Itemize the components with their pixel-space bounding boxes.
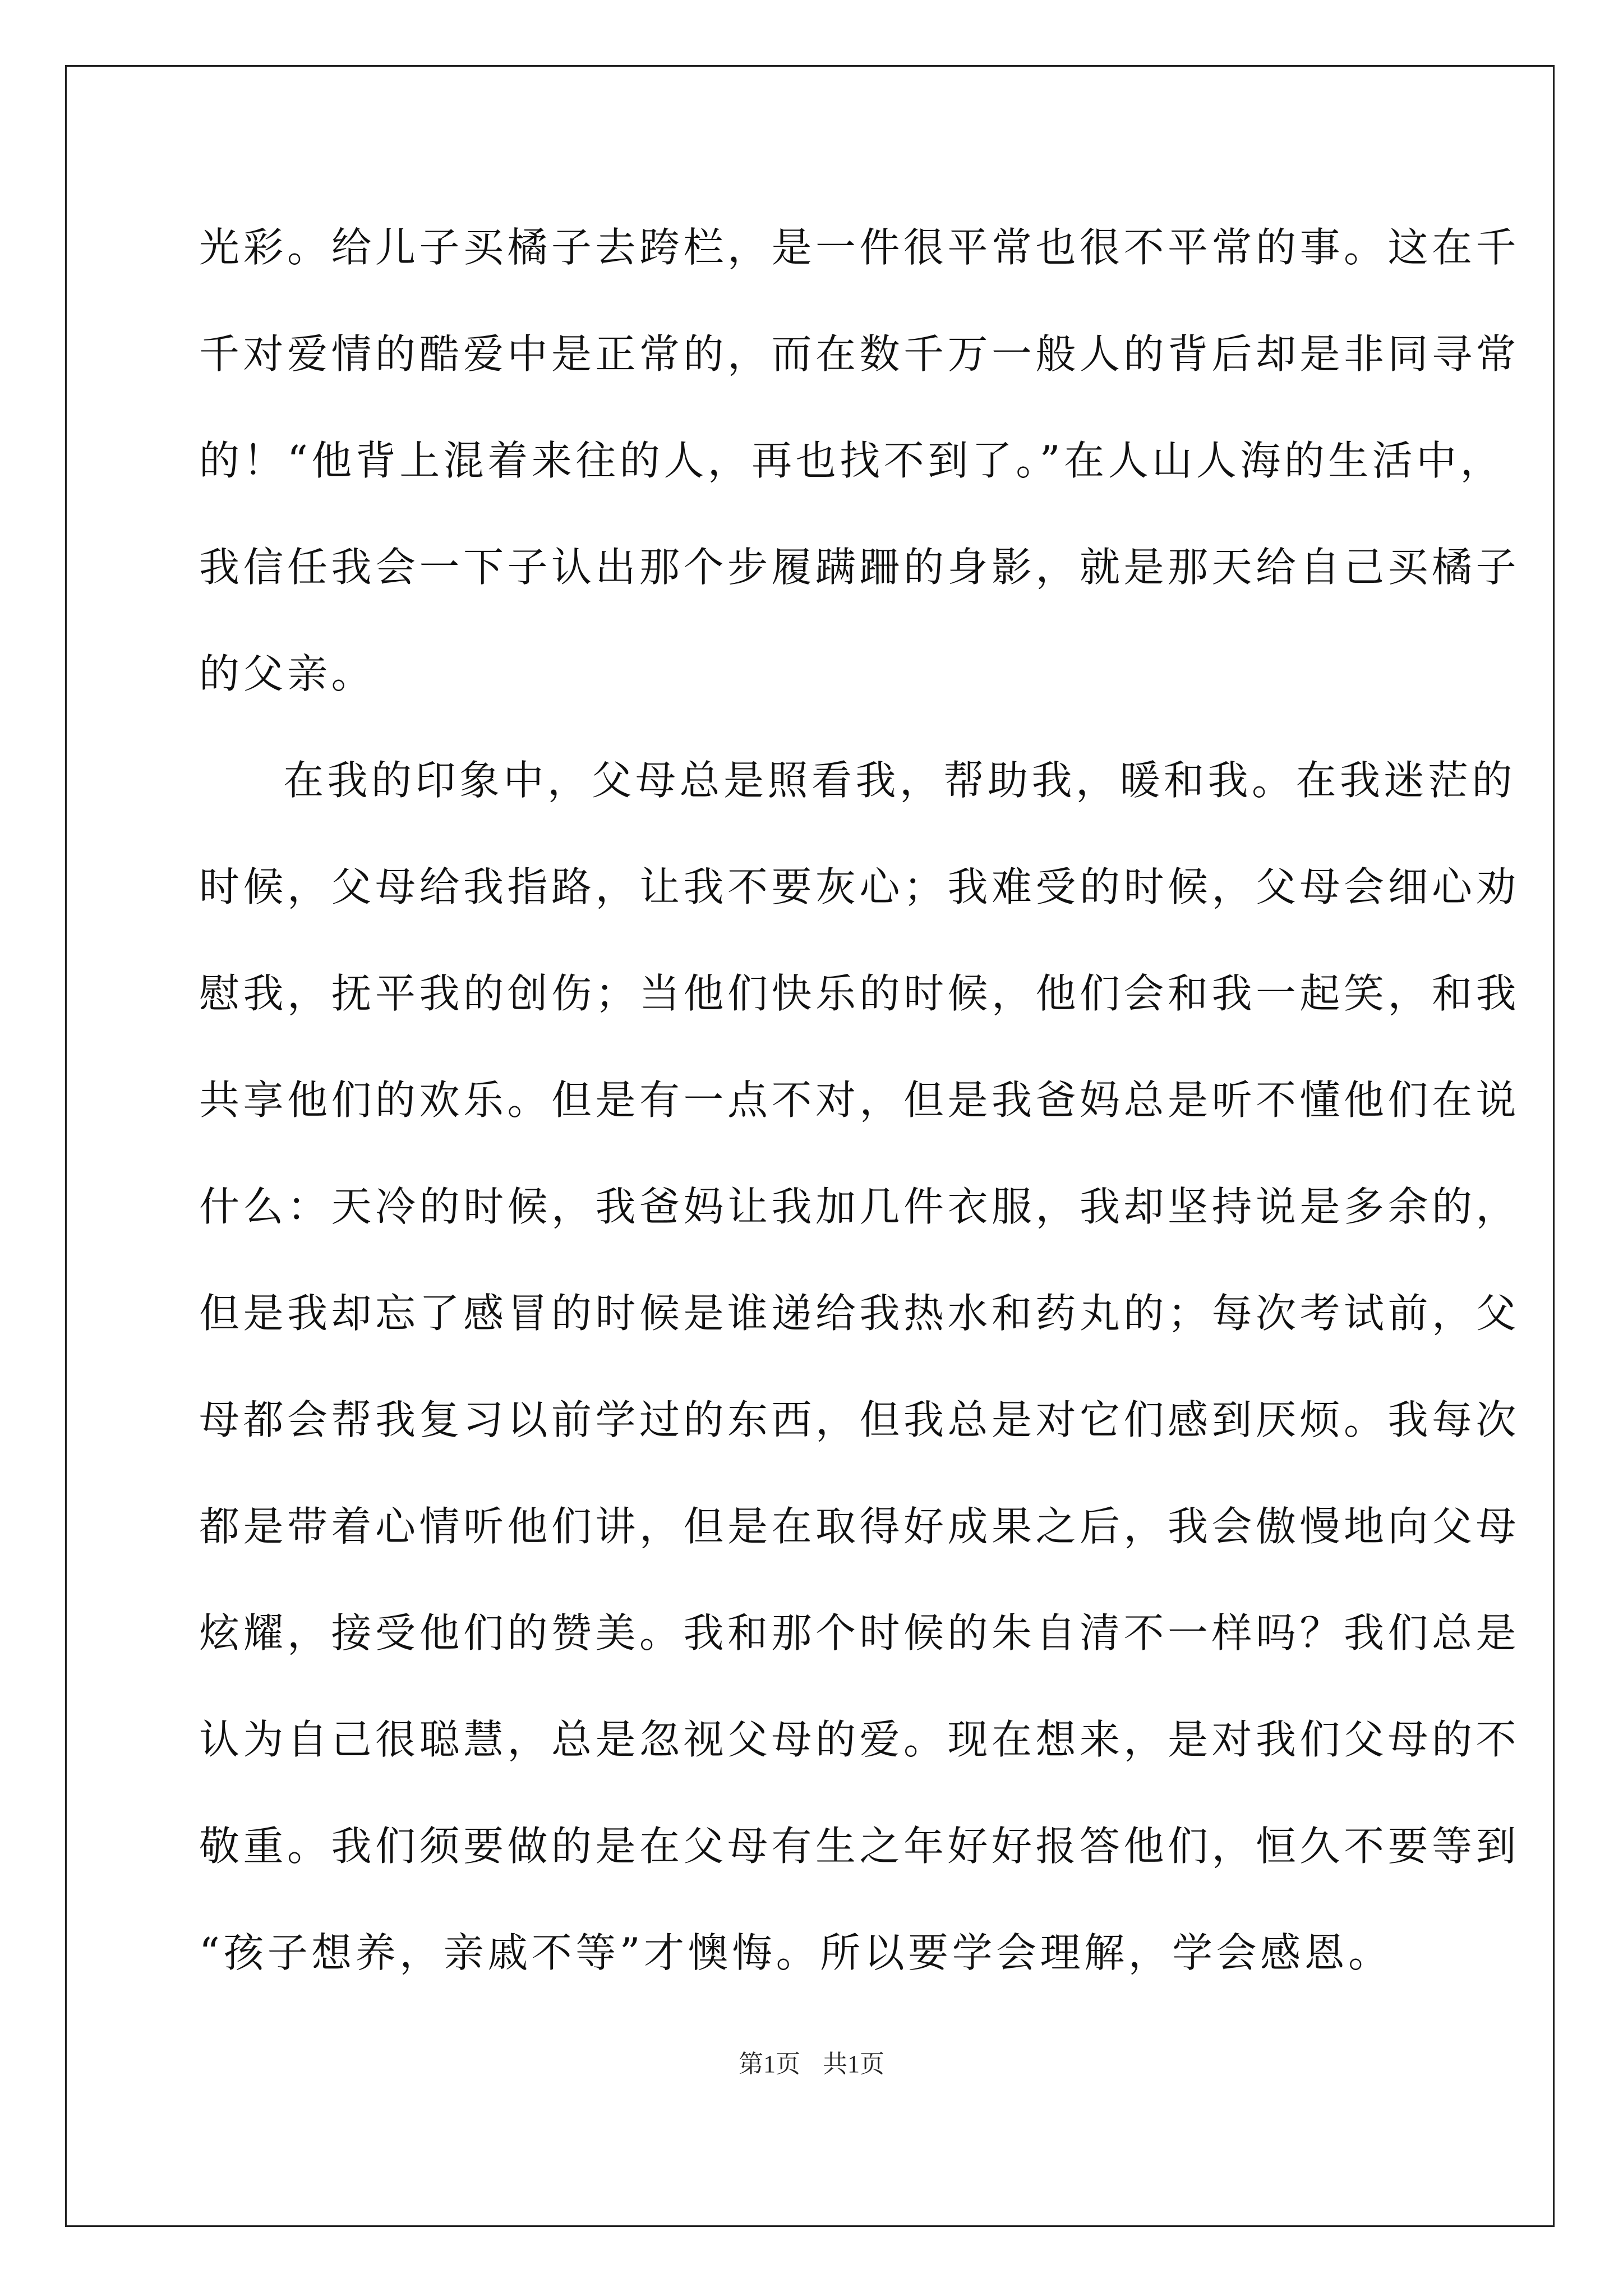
text-line: 我信任我会一下子认出那个步履蹒跚的身影，就是那天给自己买橘子: [199, 544, 1520, 591]
text-line: 时候，父母给我指路，让我不要灰心；我难受的时候，父母会细心劝: [199, 863, 1520, 910]
text-line: 共享他们的欢乐。但是有一点不对，但是我爸妈总是听不懂他们在说: [199, 1076, 1520, 1124]
page-border: [65, 65, 1555, 2227]
page-footer: [0, 2052, 1623, 2077]
total-pages: 共1页: [823, 2050, 884, 2078]
text-line: 认为自己很聪慧，总是忽视父母的爱。现在想来，是对我们父母的不: [199, 1716, 1520, 1763]
text-line: 炫耀，接受他们的赞美。我和那个时候的朱自清不一样吗？我们总是: [199, 1609, 1520, 1657]
text-line: 母都会帮我复习以前学过的东西，但我总是对它们感到厌烦。我每次: [199, 1396, 1520, 1443]
page-number: 第1页: [739, 2050, 800, 2078]
text-line: 但是我却忘了感冒的时候是谁递给我热水和药丸的；每次考试前，父: [199, 1290, 1520, 1337]
text-line: 的！“他背上混着来往的人，再也找不到了。”在人山人海的生活中，: [199, 437, 1505, 484]
text-line: 千对爱情的酷爱中是正常的，而在数千万一般人的背后却是非同寻常: [199, 330, 1520, 378]
text-line: 光彩。给儿子买橘子去跨栏，是一件很平常也很不平常的事。这在千: [199, 224, 1520, 271]
text-line: 在我的印象中，父母总是照看我，帮助我，暖和我。在我迷茫的: [283, 757, 1516, 804]
text-line: 的父亲。: [199, 650, 376, 697]
text-line: 敬重。我们须要做的是在父母有生之年好好报答他们，恒久不要等到: [199, 1823, 1520, 1870]
text-line: 什么：天冷的时候，我爸妈让我加几件衣服，我却坚持说是多余的，: [199, 1183, 1520, 1230]
text-line: “孩子想养，亲戚不等”才懊悔。所以要学会理解，学会感恩。: [199, 1929, 1393, 1976]
text-line: 都是带着心情听他们讲，但是在取得好成果之后，我会傲慢地向父母: [199, 1503, 1520, 1550]
text-line: 慰我，抚平我的创伤；当他们快乐的时候，他们会和我一起笑，和我: [199, 970, 1520, 1017]
